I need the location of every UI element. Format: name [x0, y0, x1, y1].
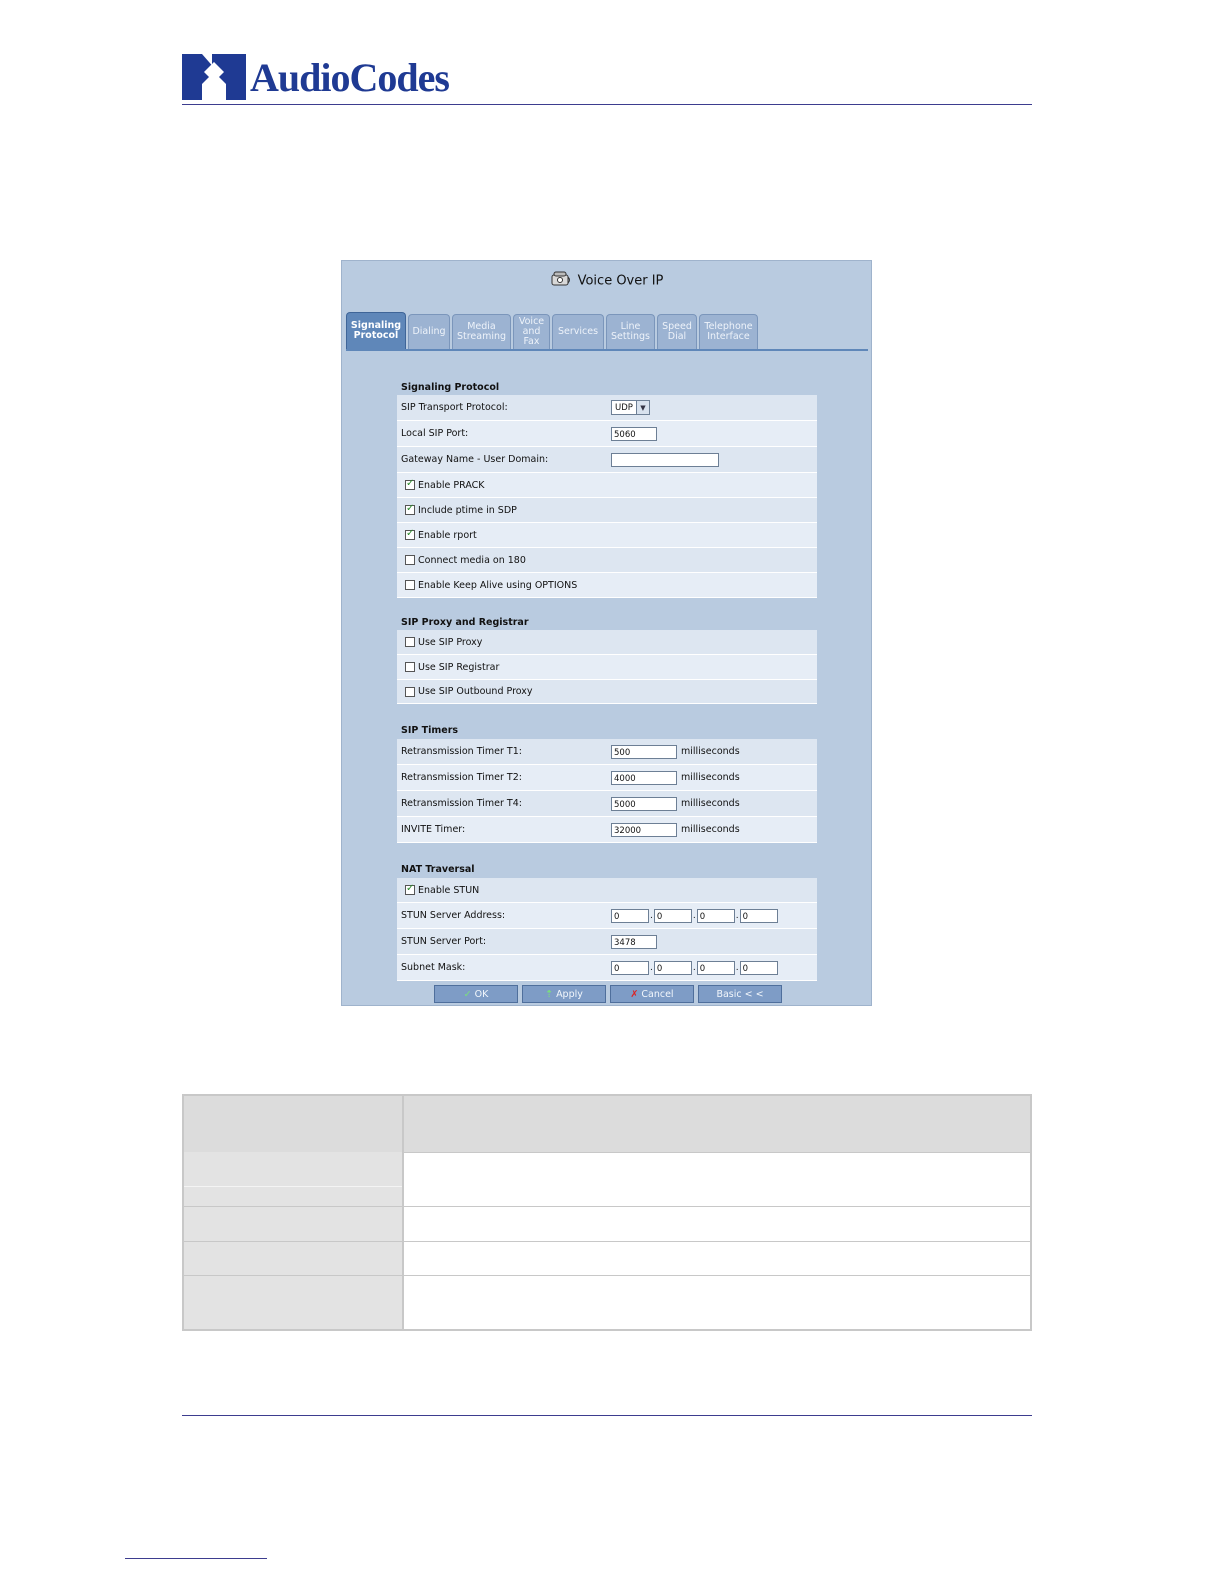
section-sip-timers: SIP Timers: [401, 725, 459, 736]
t2-input[interactable]: 4000: [611, 771, 677, 785]
local-port-label: Local SIP Port:: [401, 428, 469, 439]
row-use-outbound: [397, 680, 817, 704]
row-use-proxy: [397, 630, 817, 655]
audiocodes-logo: [182, 52, 449, 100]
tab-speed-dial[interactable]: Speed Dial: [657, 314, 697, 349]
transport-label: SIP Transport Protocol:: [401, 402, 508, 413]
keepalive-label: Enable Keep Alive using OPTIONS: [418, 579, 578, 591]
table-row-divider: [184, 1275, 1030, 1276]
use-registrar-checkbox[interactable]: [405, 662, 415, 672]
row-t2: [397, 765, 817, 791]
stun-label: Enable STUN: [418, 884, 480, 896]
rport-checkbox[interactable]: [405, 530, 415, 540]
keepalive-checkbox[interactable]: [405, 580, 415, 590]
panel-title: [342, 271, 871, 291]
phone-icon: [550, 271, 572, 291]
proxy-table: [397, 630, 817, 704]
tab-telephone-interface[interactable]: Telephone Interface: [699, 314, 758, 349]
table-row-divider: [184, 1241, 1030, 1242]
row-invite: [397, 817, 817, 843]
nat-table: [397, 878, 817, 981]
brand-name: AudioCodes: [250, 55, 449, 100]
row-t1: [397, 739, 817, 765]
gateway-input[interactable]: [611, 453, 719, 467]
prack-checkbox[interactable]: [405, 480, 415, 490]
row-stun-port: [397, 929, 817, 955]
tab-media-streaming[interactable]: Media Streaming: [452, 314, 511, 349]
stun-address-octet-1[interactable]: 0: [611, 909, 649, 923]
ptime-checkbox[interactable]: [405, 505, 415, 515]
parameter-description-table: [182, 1094, 1032, 1331]
subnet-octet-1[interactable]: 0: [611, 961, 649, 975]
stun-port-label: STUN Server Port:: [401, 936, 487, 947]
footer-rule: [182, 1415, 1032, 1416]
t4-input[interactable]: 5000: [611, 797, 677, 811]
row-media-180: [397, 548, 817, 573]
use-outbound-label: Use SIP Outbound Proxy: [418, 686, 533, 697]
row-rport: [397, 523, 817, 548]
stun-address-octet-3[interactable]: 0: [697, 909, 735, 923]
t2-unit: milliseconds: [681, 772, 740, 783]
row-ptime: [397, 498, 817, 523]
row-stun-address: STUN Server Address: 0 . 0 . 0 . 0: [397, 903, 817, 929]
row-use-registrar: [397, 655, 817, 680]
section-nat-traversal: NAT Traversal: [401, 864, 475, 875]
media180-label: Connect media on 180: [418, 554, 526, 566]
ptime-label: Include ptime in SDP: [418, 504, 517, 516]
t4-label: Retransmission Timer T4:: [401, 798, 522, 809]
row-prack: [397, 473, 817, 498]
t1-unit: milliseconds: [681, 746, 740, 757]
arrow-up-icon: ⇡: [545, 988, 554, 1000]
footnote-rule: [125, 1558, 267, 1559]
tab-signaling-protocol[interactable]: Signaling Protocol: [346, 312, 406, 349]
audiocodes-logo-icon: [182, 54, 246, 100]
tab-bar: [346, 314, 758, 351]
stun-address-octet-4[interactable]: 0: [740, 909, 778, 923]
row-gateway-name: [397, 447, 817, 473]
voip-settings-panel: [341, 260, 872, 1006]
timers-table: [397, 739, 817, 843]
subnet-label: Subnet Mask:: [401, 962, 466, 973]
prack-label: Enable PRACK: [418, 479, 485, 491]
section-sip-proxy: SIP Proxy and Registrar: [401, 617, 529, 628]
subnet-octet-2[interactable]: 0: [654, 961, 692, 975]
table-header-row: [184, 1096, 1030, 1153]
use-proxy-checkbox[interactable]: [405, 637, 415, 647]
media180-checkbox[interactable]: [405, 555, 415, 565]
check-icon: ✓: [463, 988, 472, 1000]
tab-voice-and-fax[interactable]: Voice and Fax: [513, 314, 550, 349]
transport-select[interactable]: UDP ▼: [611, 400, 650, 415]
tab-dialing[interactable]: Dialing: [408, 314, 450, 349]
stun-address-label: STUN Server Address:: [401, 910, 506, 921]
invite-input[interactable]: 32000: [611, 823, 677, 837]
local-port-input[interactable]: 5060: [611, 427, 657, 441]
t1-label: Retransmission Timer T1:: [401, 746, 522, 757]
table-row-divider: [184, 1206, 1030, 1207]
gateway-label: Gateway Name - User Domain:: [401, 454, 549, 465]
x-icon: ✗: [630, 988, 639, 1000]
row-enable-stun: [397, 878, 817, 903]
signaling-table: [397, 395, 817, 598]
tab-services[interactable]: Services: [552, 314, 604, 349]
invite-label: INVITE Timer:: [401, 824, 466, 835]
t2-label: Retransmission Timer T2:: [401, 772, 522, 783]
row-local-port: [397, 421, 817, 447]
t4-unit: milliseconds: [681, 798, 740, 809]
subnet-octet-3[interactable]: 0: [697, 961, 735, 975]
chevron-down-icon: ▼: [636, 401, 649, 414]
cancel-button[interactable]: ✗ Cancel: [610, 985, 694, 1003]
subnet-octet-4[interactable]: 0: [740, 961, 778, 975]
row-subnet-mask: Subnet Mask: 0 . 0 . 0 . 0: [397, 955, 817, 981]
header-rule: [182, 104, 1032, 105]
row-transport: [397, 395, 817, 421]
use-proxy-label: Use SIP Proxy: [418, 636, 483, 648]
t1-input[interactable]: 500: [611, 745, 677, 759]
ok-button[interactable]: ✓ OK: [434, 985, 518, 1003]
button-bar: [434, 985, 782, 1003]
stun-checkbox[interactable]: [405, 885, 415, 895]
use-registrar-label: Use SIP Registrar: [418, 661, 500, 673]
row-t4: [397, 791, 817, 817]
row-keep-alive: [397, 573, 817, 598]
tab-baseline: [346, 349, 868, 351]
stun-port-input[interactable]: 3478: [611, 935, 657, 949]
tab-line-settings[interactable]: Line Settings: [606, 314, 655, 349]
use-outbound-checkbox[interactable]: [405, 687, 415, 697]
stun-address-octet-2[interactable]: 0: [654, 909, 692, 923]
table-row-divider: [184, 1186, 402, 1187]
panel-title-text: Voice Over IP: [577, 273, 664, 289]
section-signaling-protocol: Signaling Protocol: [401, 382, 500, 393]
table-column-divider: [402, 1096, 404, 1329]
apply-button[interactable]: ⇡ Apply: [522, 985, 606, 1003]
invite-unit: milliseconds: [681, 824, 740, 835]
rport-label: Enable rport: [418, 529, 477, 541]
basic-button[interactable]: Basic < <: [698, 985, 782, 1003]
